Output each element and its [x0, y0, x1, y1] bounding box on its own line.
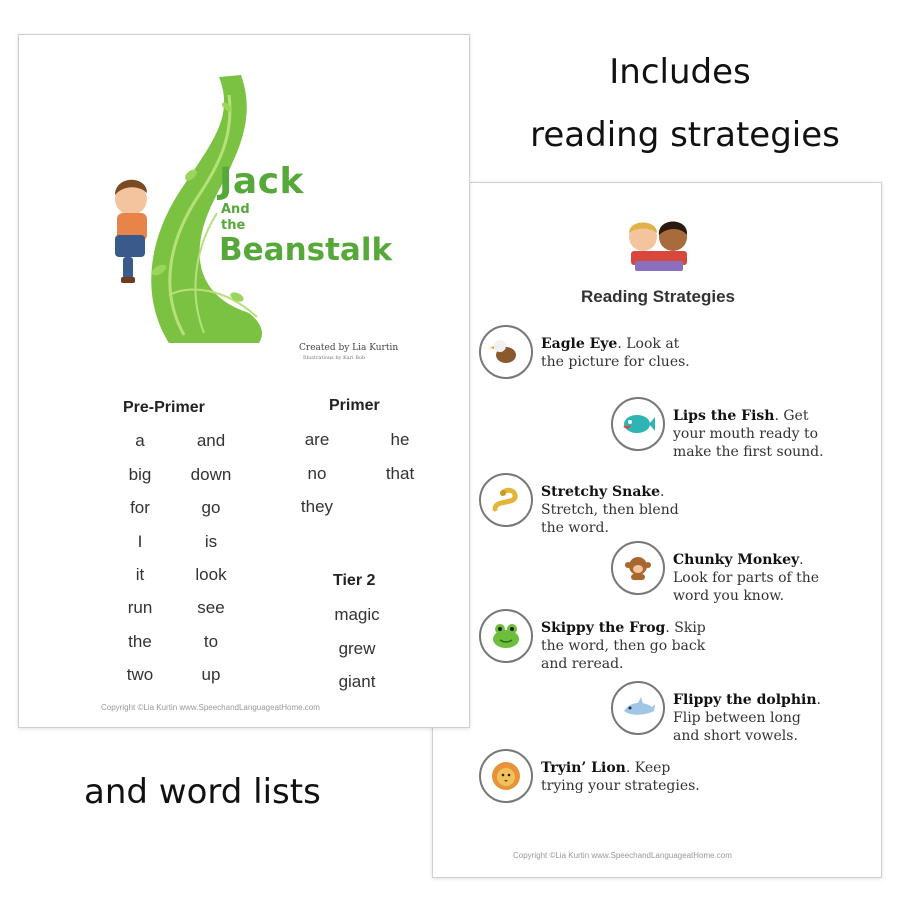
strategy-text: . [799, 552, 804, 568]
heading-pre-primer: Pre-Primer [123, 399, 205, 416]
strategy-name: Eagle Eye [541, 336, 618, 352]
strategy-text: and reread. [541, 656, 624, 672]
strategy-text: Flip between long [673, 710, 801, 726]
lion-icon [488, 758, 524, 794]
strategy-stretchy-snake [479, 473, 679, 537]
word-item: to [203, 632, 219, 651]
strategy-text: the word, then go back [541, 638, 706, 654]
heading-tier2: Tier 2 [333, 572, 376, 589]
strategy-name: Stretchy Snake [541, 484, 661, 500]
strategy-text: Stretch, then blend [541, 502, 679, 518]
monkey-icon [621, 551, 655, 585]
word-item: it [135, 565, 145, 584]
strategy-eagle-eye [479, 325, 690, 379]
word-item: big [128, 465, 152, 484]
word-item: I [137, 532, 143, 551]
strategy-chunky-monkey [611, 541, 819, 605]
strategy-text: make the first sound. [673, 444, 824, 460]
caption-reading-strategies: reading strategies [530, 115, 840, 155]
strategy-tryin-lion [479, 749, 700, 803]
word-item: magic [334, 605, 380, 624]
word-item: two [126, 665, 154, 684]
word-item: grew [338, 639, 376, 658]
strategy-text: . Look at [617, 336, 680, 352]
kids-reading-illustration [615, 211, 705, 275]
strategy-text: . Skip [665, 620, 706, 636]
caption-includes: Includes [609, 52, 751, 92]
strategy-text: and short vowels. [673, 728, 798, 744]
strategy-text: the word. [541, 520, 609, 536]
created-by: Created by Lia Kurtin [299, 343, 399, 353]
word-item: a [135, 431, 145, 450]
strategy-name: Tryin’ Lion [541, 760, 626, 776]
word-item: go [201, 498, 221, 517]
strategy-text: . Keep [625, 760, 671, 776]
reading-strategies-page [432, 182, 882, 878]
fish-icon [620, 407, 656, 441]
word-item: look [195, 565, 227, 584]
word-item: for [130, 498, 150, 517]
cover-title-the: the [221, 218, 246, 233]
caption-word-lists: and word lists [84, 772, 321, 812]
reading-strategies-title: Reading Strategies [581, 287, 735, 306]
cover-title-jack: Jack [219, 161, 304, 202]
word-item: the [128, 632, 152, 651]
strategy-name: Lips the Fish [673, 408, 775, 424]
word-item: down [190, 465, 232, 484]
word-item: that [385, 464, 415, 483]
strategy-text: . [660, 484, 665, 500]
snake-icon [489, 483, 523, 517]
cover-title-and: And [221, 202, 250, 217]
word-item: are [304, 430, 330, 449]
strategy-flippy-the-dolphin [611, 681, 821, 745]
eagle-icon [489, 335, 523, 369]
strategy-text: the picture for clues. [541, 354, 690, 370]
word-item: see [197, 598, 225, 617]
strategy-text: . Get [774, 408, 809, 424]
cover-page [18, 34, 470, 728]
word-item: and [196, 431, 226, 450]
strategy-text: your mouth ready to [673, 426, 819, 442]
strategy-text: word you know. [673, 588, 785, 604]
word-item: they [300, 497, 334, 516]
word-item: giant [338, 672, 376, 691]
illustrations-credit: Illustrations by Kari Bob [303, 355, 366, 361]
word-item: no [307, 464, 327, 483]
word-item: run [127, 598, 153, 617]
word-item: up [201, 665, 221, 684]
strategy-text: . [816, 692, 821, 708]
strategy-text: Look for parts of the [673, 570, 820, 586]
strategy-name: Chunky Monkey [673, 552, 800, 568]
strategy-name: Skippy the Frog [541, 620, 666, 636]
word-item: he [390, 430, 410, 449]
strategy-text: trying your strategies. [541, 778, 700, 794]
frog-icon [488, 619, 524, 653]
copyright-left: Copyright ©Lia Kurtin www.SpeechandLanguageatHome.com [101, 703, 320, 712]
copyright-right: Copyright ©Lia Kurtin www.SpeechandLanguageatHome.com [513, 851, 732, 860]
strategy-name: Flippy the dolphin [673, 692, 817, 708]
heading-primer: Primer [329, 397, 380, 414]
dolphin-icon [620, 691, 656, 725]
cover-title-beanstalk: Beanstalk [219, 232, 393, 268]
strategy-lips-the-fish [611, 397, 824, 461]
strategy-skippy-the-frog [479, 609, 706, 673]
word-item: is [204, 532, 218, 551]
